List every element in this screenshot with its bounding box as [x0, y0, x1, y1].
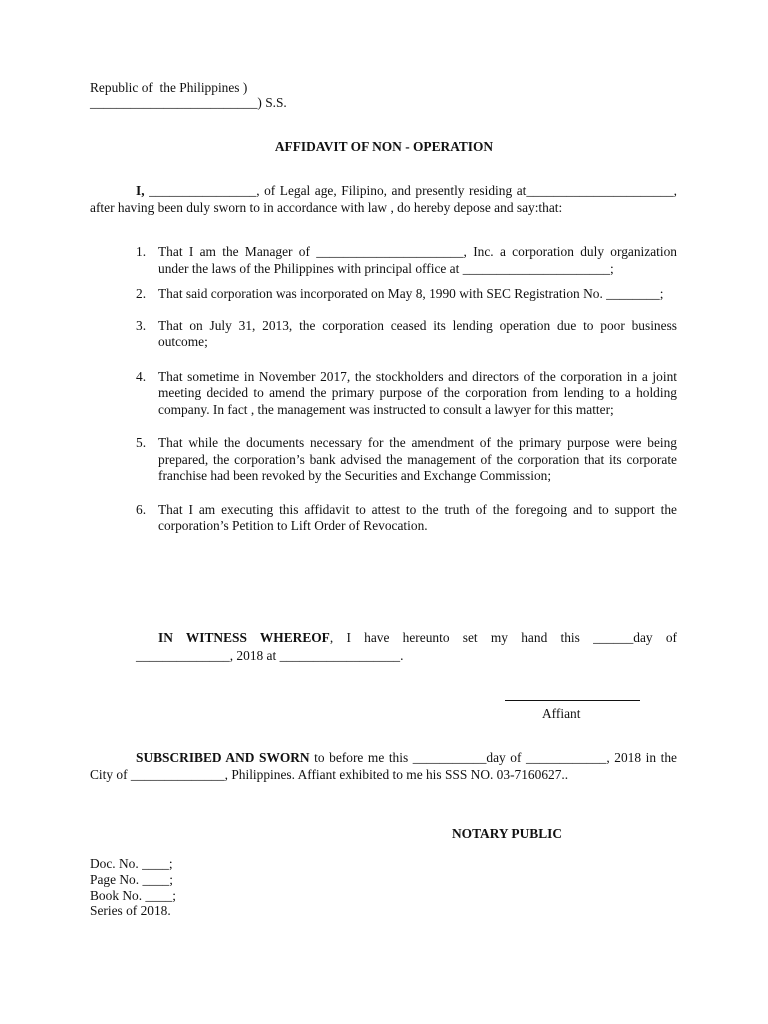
item-number: 6. [136, 501, 147, 517]
item-text: That I am executing this affidavit to attest to the truth of the foregoing and to support the corporation’s Petition to Lift Order of Revocation. [158, 501, 677, 533]
venue-line-2: _________________________) S.S. [90, 95, 287, 110]
doc-number: Doc. No. ____; [90, 856, 173, 871]
statement-list [136, 244, 677, 535]
intro-text: ________________, of Legal age, Filipino, and presently residing at______________________, after having been duly sworn to in accordance with law , do hereby depose and say:that: [90, 183, 677, 215]
item-number: 4. [136, 368, 147, 384]
page-number: Page No. ____; [90, 872, 173, 887]
witness-lead: IN WITNESS WHEREOF [158, 630, 330, 645]
intro-paragraph [90, 183, 677, 216]
item-number: 5. [136, 435, 147, 450]
item-text: That sometime in November 2017, the stockholders and directors of the corporation in a joint meeting decided to amend the primary purpose of the corporation from lending to a holding company. In fact , the management was instructed to consult a lawyer for this matter; [158, 368, 677, 417]
intro-lead: I, [136, 183, 145, 198]
book-number: Book No. ____; [90, 888, 176, 903]
list-item [136, 318, 677, 351]
list-item [136, 244, 677, 277]
item-text: That I am the Manager of ______________________, Inc. a corporation duly organization under the laws of the Philippines with principal office at ______________________; [158, 244, 677, 276]
witness-clause [158, 630, 677, 647]
item-number: 2. [136, 286, 147, 301]
series-year: Series of 2018. [90, 903, 171, 918]
witness-text: , I have hereunto set my hand this ______day of [329, 630, 677, 645]
jurat-text: to before me this ___________day of ____________, 2018 in the City of ______________, Philippines. Affiant exhibited to me his SSS NO. 03-7160627.. [90, 750, 677, 782]
list-item [136, 435, 677, 485]
list-item [136, 369, 677, 419]
item-text: That on July 31, 2013, the corporation ceased its lending operation due to poor business outcome; [158, 317, 677, 349]
list-item [136, 286, 677, 303]
item-text: That while the documents necessary for the amendment of the primary purpose were being prepared, the corporation’s bank advised the management of the corporation that its corporate franchise had been revoked by the Securities and Exchange Commission; [158, 435, 677, 483]
item-text: That said corporation was incorporated on May 8, 1990 with SEC Registration No. ________; [158, 286, 664, 301]
witness-date-line: ______________, 2018 at __________________. [136, 648, 404, 663]
affiant-label: Affiant [542, 706, 581, 721]
jurat-lead: SUBSCRIBED AND SWORN [136, 750, 310, 765]
notary-public-label: NOTARY PUBLIC [452, 826, 563, 841]
affiant-signature-line [505, 700, 640, 701]
list-item [136, 502, 677, 535]
jurat-paragraph [90, 750, 677, 783]
item-number: 1. [136, 244, 147, 259]
document-title: AFFIDAVIT OF NON - OPERATION [274, 139, 494, 154]
item-number: 3. [136, 317, 147, 333]
venue-line-1: Republic of the Philippines ) [90, 80, 248, 95]
